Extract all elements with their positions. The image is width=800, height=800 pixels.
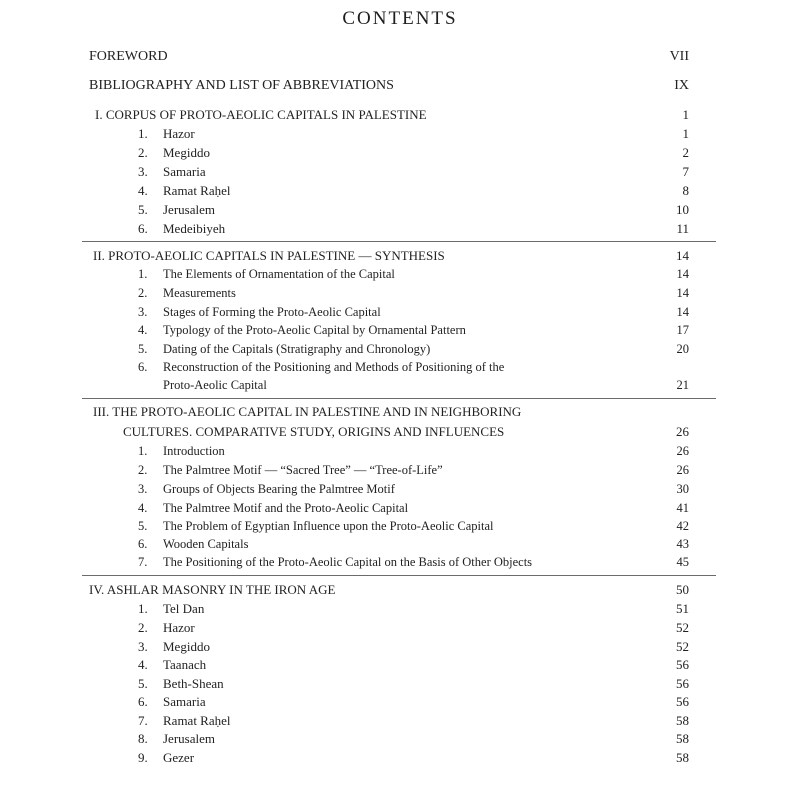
- toc-item[interactable]: [0, 637, 800, 657]
- toc-item[interactable]: [0, 219, 800, 239]
- item-title: The Problem of Egyptian Influence upon the Proto-Aeolic Capital: [163, 519, 494, 533]
- section-heading-3[interactable]: [0, 402, 800, 422]
- item-page: 26: [676, 444, 689, 458]
- item-number: 4.: [138, 323, 148, 337]
- item-number: 6.: [138, 537, 148, 551]
- toc-item-continuation[interactable]: [0, 375, 800, 395]
- item-page: 8: [682, 183, 689, 198]
- item-title: Introduction: [163, 444, 225, 458]
- toc-item[interactable]: [0, 479, 800, 499]
- item-title: Megiddo: [163, 639, 210, 654]
- section-divider: [82, 575, 716, 576]
- item-title-continued: Proto-Aeolic Capital: [163, 378, 267, 392]
- item-number: 6.: [138, 360, 148, 374]
- section-title: III. THE PROTO-AEOLIC CAPITAL IN PALESTINE AND IN NEIGHBORING: [93, 404, 522, 419]
- item-title: Hazor: [163, 126, 195, 141]
- item-number: 5.: [138, 676, 148, 691]
- toc-item[interactable]: [0, 692, 800, 712]
- item-page: 7: [682, 164, 689, 179]
- section-heading-1[interactable]: [0, 105, 800, 125]
- item-title: Beth-Shean: [163, 676, 224, 691]
- item-page: 51: [676, 601, 689, 616]
- item-title: Wooden Capitals: [163, 537, 249, 551]
- item-number: 3.: [138, 305, 148, 319]
- toc-item[interactable]: [0, 181, 800, 201]
- section-page: 14: [676, 248, 689, 263]
- toc-item[interactable]: [0, 283, 800, 303]
- toc-item[interactable]: [0, 674, 800, 694]
- toc-item[interactable]: [0, 498, 800, 518]
- item-number: 1.: [138, 601, 148, 616]
- item-number: 6.: [138, 221, 148, 236]
- item-title: Samaria: [163, 164, 206, 179]
- item-title: The Positioning of the Proto-Aeolic Capital on the Basis of Other Objects: [163, 555, 533, 569]
- item-number: 8.: [138, 731, 148, 746]
- page-title: CONTENTS: [342, 8, 458, 29]
- item-page: 26: [676, 463, 689, 477]
- item-title: Taanach: [163, 657, 207, 672]
- toc-item[interactable]: [0, 655, 800, 675]
- item-title: Hazor: [163, 620, 195, 635]
- item-page: 20: [676, 342, 689, 356]
- section-heading-3-continuation[interactable]: [0, 422, 800, 442]
- item-title: Medeibiyeh: [163, 221, 226, 236]
- toc-item[interactable]: [0, 264, 800, 284]
- toc-item[interactable]: [0, 302, 800, 322]
- toc-item[interactable]: [0, 143, 800, 163]
- toc-item[interactable]: [0, 339, 800, 359]
- item-number: 1.: [138, 126, 148, 141]
- toc-item[interactable]: [0, 357, 800, 377]
- item-page: 43: [676, 537, 689, 551]
- toc-item[interactable]: [0, 441, 800, 461]
- toc-item[interactable]: [0, 320, 800, 340]
- item-page: 14: [676, 267, 689, 281]
- section-divider: [82, 398, 716, 399]
- item-title: The Palmtree Motif and the Proto-Aeolic Capital: [163, 501, 409, 515]
- toc-entry-foreword[interactable]: [0, 47, 800, 67]
- item-title: Dating of the Capitals (Stratigraphy and Chronology): [163, 342, 431, 356]
- item-title: The Elements of Ornamentation of the Capital: [163, 267, 395, 281]
- item-title: Tel Dan: [163, 601, 205, 616]
- section-heading-2[interactable]: [0, 246, 800, 266]
- item-page: 2: [682, 145, 689, 160]
- section-title: IV. ASHLAR MASONRY IN THE IRON AGE: [89, 582, 336, 597]
- item-title: Samaria: [163, 694, 206, 709]
- entry-title: FOREWORD: [89, 49, 168, 64]
- item-page: 14: [676, 305, 689, 319]
- item-number: 7.: [138, 555, 148, 569]
- item-title: The Palmtree Motif — “Sacred Tree” — “Tree-of-Life”: [163, 463, 443, 477]
- item-page: 52: [676, 620, 689, 635]
- item-page: 17: [676, 323, 689, 337]
- item-page: 30: [676, 482, 689, 496]
- toc-item[interactable]: [0, 711, 800, 731]
- toc-item[interactable]: [0, 516, 800, 536]
- section-page: 26: [676, 424, 689, 439]
- item-page: 56: [676, 657, 689, 672]
- item-page: 56: [676, 676, 689, 691]
- item-number: 3.: [138, 639, 148, 654]
- item-title: Groups of Objects Bearing the Palmtree Motif: [163, 482, 395, 496]
- item-number: 3.: [138, 164, 148, 179]
- toc-item[interactable]: [0, 729, 800, 749]
- item-title: Gezer: [163, 750, 195, 765]
- section-page: 50: [676, 582, 689, 597]
- item-title: Jerusalem: [163, 202, 215, 217]
- item-page: 42: [676, 519, 689, 533]
- item-title: Measurements: [163, 286, 236, 300]
- entry-page: VII: [669, 49, 689, 64]
- toc-item[interactable]: [0, 534, 800, 554]
- item-number: 2.: [138, 145, 148, 160]
- section-title: I. CORPUS OF PROTO-AEOLIC CAPITALS IN PALESTINE: [95, 107, 427, 122]
- item-title: Ramat Raḥel: [163, 183, 231, 198]
- item-page: 11: [676, 221, 689, 236]
- item-number: 5.: [138, 342, 148, 356]
- item-number: 6.: [138, 694, 148, 709]
- toc-entry-bibliography[interactable]: [0, 76, 800, 96]
- section-divider: [82, 241, 716, 242]
- item-title: Ramat Raḥel: [163, 713, 231, 728]
- item-title: Stages of Forming the Proto-Aeolic Capital: [163, 305, 381, 319]
- entry-page: IX: [674, 78, 689, 93]
- item-title: Megiddo: [163, 145, 210, 160]
- item-number: 1.: [138, 267, 148, 281]
- toc-item[interactable]: [0, 618, 800, 638]
- item-page: 21: [676, 378, 689, 392]
- item-page: 52: [676, 639, 689, 654]
- item-number: 5.: [138, 202, 148, 217]
- item-page: 56: [676, 694, 689, 709]
- toc-item[interactable]: [0, 748, 800, 768]
- toc-item[interactable]: [0, 460, 800, 480]
- item-page: 58: [676, 731, 689, 746]
- item-number: 4.: [138, 501, 148, 515]
- section-page: 1: [682, 107, 689, 122]
- item-number: 4.: [138, 183, 148, 198]
- item-number: 2.: [138, 620, 148, 635]
- toc-item[interactable]: [0, 200, 800, 220]
- item-number: 3.: [138, 482, 148, 496]
- entry-title: BIBLIOGRAPHY AND LIST OF ABBREVIATIONS: [89, 78, 394, 93]
- item-number: 9.: [138, 750, 148, 765]
- item-page: 14: [676, 286, 689, 300]
- item-page: 10: [676, 202, 689, 217]
- item-page: 58: [676, 713, 689, 728]
- item-number: 5.: [138, 519, 148, 533]
- item-page: 45: [676, 555, 689, 569]
- item-page: 1: [682, 126, 689, 141]
- item-title: Jerusalem: [163, 731, 215, 746]
- item-title: Reconstruction of the Positioning and Methods of Positioning of the: [163, 360, 505, 374]
- toc-item[interactable]: [0, 162, 800, 182]
- section-heading-4[interactable]: [0, 580, 800, 600]
- item-page: 41: [676, 501, 689, 515]
- section-title: II. PROTO-AEOLIC CAPITALS IN PALESTINE — SYNTHESIS: [93, 248, 445, 263]
- item-number: 4.: [138, 657, 148, 672]
- item-number: 1.: [138, 444, 148, 458]
- item-page: 58: [676, 750, 689, 765]
- toc-item[interactable]: [0, 599, 800, 619]
- toc-item[interactable]: [0, 552, 800, 572]
- item-title: Typology of the Proto-Aeolic Capital by Ornamental Pattern: [163, 323, 466, 337]
- item-number: 2.: [138, 463, 148, 477]
- item-number: 7.: [138, 713, 148, 728]
- toc-item[interactable]: [0, 124, 800, 144]
- item-number: 2.: [138, 286, 148, 300]
- section-title-continued: CULTURES. COMPARATIVE STUDY, ORIGINS AND INFLUENCES: [123, 424, 505, 439]
